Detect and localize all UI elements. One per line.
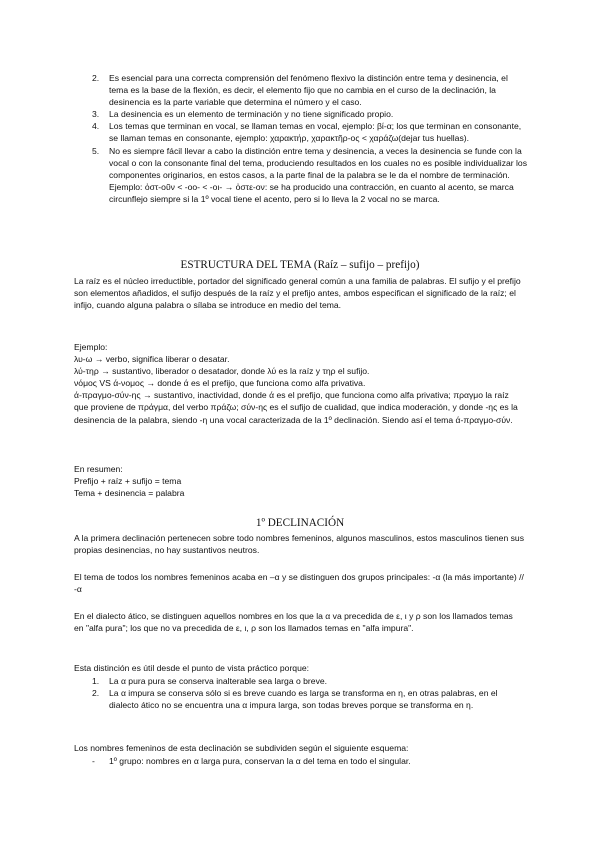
- paragraph-text: Esta distinción es útil desde el punto de vista práctico porque:: [74, 663, 310, 673]
- examples-block: [74, 341, 524, 426]
- list-item: [92, 72, 529, 108]
- list-item: [92, 687, 529, 711]
- list-text: Los temas que terminan en vocal, se llaman temas en vocal, ejemplo: βί-α; los que terminan en consonante, se llaman temas en consonante, ejemplo: χαρακτήρ, χαρακτῆρ-ος < χαράζω(dejar tus huellas).: [109, 121, 522, 144]
- paragraph: [74, 662, 524, 674]
- top-numbered-list: [92, 72, 529, 205]
- list-text: La α pura pura se conserva inalterable sea larga o breve.: [109, 676, 328, 686]
- list-number: 3.: [92, 109, 100, 120]
- list-number: 1.: [92, 676, 100, 686]
- paragraph-text: En el dialecto ático, se distinguen aquellos nombres en los que la α va precedida de ε, ι y ρ son los llamados temas en "alfa pura"; los que no va precedida de ε, ι, ρ son los llamados temas en "alfa impura".: [74, 611, 513, 634]
- summary-line: Tema + desinencia = palabra: [74, 488, 185, 499]
- bullet-list-item: [92, 755, 529, 767]
- list-item: [92, 675, 529, 687]
- example-line: ά-πραγμο-σύν-ης → sustantivo, inactividad, donde ά es el prefijo, que funciona como alfa privativa; πραγμο la raíz que proviene de πράγμα, del verbo πράζω; σύν-ης es el sufijo de cualidad, que indica moderación, y donde -ης es la desinencia de la palabra, siendo -η una vocal caracterizada de la 1º declinación. Siendo así el tema ά-πραγμο-σύν.: [74, 390, 518, 425]
- example-line: νόμος VS ά-νομος → donde ά es el prefijo, que funciona como alfa privativa.: [74, 378, 366, 389]
- list-item: [92, 120, 529, 144]
- list-item: [92, 145, 529, 205]
- examples-label: Ejemplo:: [74, 342, 108, 352]
- list-number: 5.: [92, 145, 100, 156]
- paragraph: [74, 571, 524, 595]
- list-number: 4.: [92, 121, 100, 132]
- section-title-declinacion: 1º DECLINACIÓN: [255, 517, 345, 529]
- summary-block: [74, 463, 524, 499]
- example-line: λύ-τηρ → sustantivo, liberador o desatador, donde λύ es la raíz y τηρ el sufijo.: [74, 366, 370, 377]
- list-number: 2.: [92, 688, 100, 699]
- paragraph: [74, 610, 524, 634]
- paragraph-text: Los nombres femeninos de esta declinación se subdividen según el siguiente esquema:: [74, 743, 409, 753]
- paragraph: [74, 742, 524, 754]
- list-text: La desinencia es un elemento de terminación y no tiene significado propio.: [109, 109, 394, 120]
- section-title-estructura: ESTRUCTURA DEL TEMA (Raíz – sufijo – prefijo): [180, 259, 420, 271]
- example-line: λυ-ω → verbo, significa liberar o desatar.: [74, 354, 230, 365]
- list-text: No es siempre fácil llevar a cabo la distinción entre tema y desinencia, a veces la desinencia se funde con la vocal o con la consonante final del tema, produciendo resultados en los cuales no es posible individualizar los componentes originarios, en estos casos, a la parte final de la palabra se le da el nombre de terminación. Ejemplo: ὀστ-οῦν < -οο- < -οι- → ὀστε-ον: se ha producido una contracción, en cuanto al acento, se marca circunflejo siempre si la 1º vocal tiene el acento, pero si lo lleva la 2 vocal no se marca.: [109, 145, 528, 204]
- summary-line: Prefijo + raíz + sufijo = tema: [74, 476, 182, 487]
- section-intro-paragraph: [74, 275, 524, 311]
- paragraph-text: El tema de todos los nombres femeninos acaba en –α y se distinguen dos grupos principales: -α (la más importante) // -α: [74, 572, 524, 595]
- list-number: 2.: [92, 73, 100, 83]
- list-text: La α impura se conserva sólo si es breve cuando es larga se transforma en η, en otras palabras, en el dialecto ático no se encuentra una α impura larga, son todas breves porque se transforma en η.: [109, 688, 498, 711]
- bullet-marker: -: [92, 756, 95, 766]
- list-item: [92, 108, 529, 120]
- bullet-text: 1º grupo: nombres en α larga pura, conservan la α del tema en todo el singular.: [109, 756, 411, 766]
- list-text: Es esencial para una correcta comprensión del fenómeno flexivo la distinción entre tema y desinencia, el tema es la base de la flexión, es decir, el elemento fijo que no cambia en el curso de la declinación, la desinencia es la parte variable que determina el número y el caso.: [109, 73, 508, 108]
- paragraph: La raíz es el núcleo irreductible, portador del significado general común a una familia de palabras. El sufijo y el prefijo son elementos añadidos, el sufijo después de la raíz y el prefijo antes, ambos especifican el significado de la raíz; el infijo, cuando alguna palabra o sílaba se introduce en medio del tema.: [74, 276, 521, 311]
- declension-numbered-list: [92, 675, 529, 711]
- summary-label: En resumen:: [74, 464, 123, 474]
- paragraph-text: A la primera declinación pertenecen sobre todo nombres femeninos, algunos masculinos, estos masculinos tienen sus propias desinencias, no hay sustantivos neutros.: [74, 533, 524, 556]
- paragraph: [74, 532, 524, 556]
